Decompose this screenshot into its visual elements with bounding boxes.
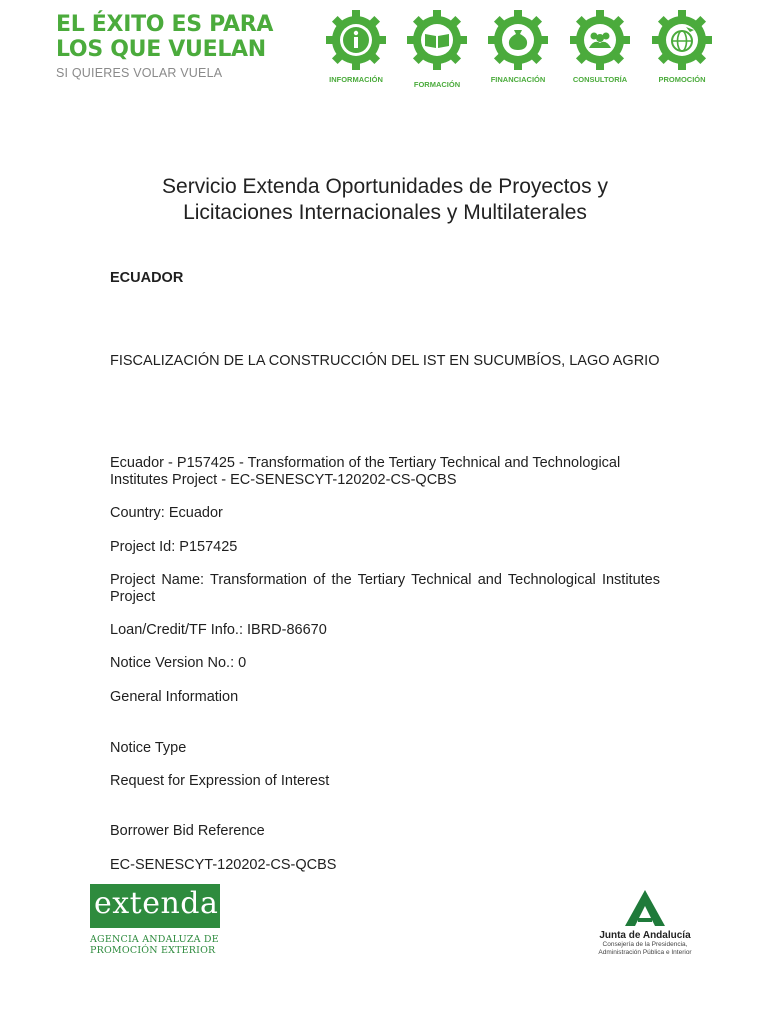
notice-type-label: Notice Type	[110, 740, 187, 756]
book-icon	[405, 8, 469, 72]
extenda-subtitle-1: AGENCIA ANDALUZA DE	[90, 934, 219, 945]
globe-plane-icon	[650, 8, 714, 72]
junta-sub-1: Consejería de la Presidencia,	[602, 941, 688, 948]
people-icon	[568, 8, 632, 72]
junta-emblem-icon	[623, 888, 667, 928]
extenda-subtitle-2: PROMOCIÓN EXTERIOR	[90, 945, 216, 956]
gear-label-promocion: PROMOCIÓN	[658, 75, 706, 84]
gear-informacion	[316, 8, 396, 84]
header-slogan	[56, 12, 273, 80]
project-name-line: Project Name: Transformation of the Tertiary Technical and Technological Institutes Project	[110, 572, 660, 605]
extenda-logo	[90, 884, 225, 956]
money-bag-icon	[486, 8, 550, 72]
gear-promocion	[642, 8, 722, 84]
reference-line: Ecuador - P157425 - Transformation of the Tertiary Technical and Technological Institutes Project - EC-SENESCYT-120202-CS-QCBS	[110, 455, 621, 488]
document-title	[0, 174, 770, 226]
slogan-subtitle: SI QUIERES VOLAR VUELA	[56, 66, 223, 80]
borrower-ref-value: EC-SENESCYT-120202-CS-QCBS	[110, 857, 337, 873]
general-information-line: General Information	[110, 689, 239, 705]
info-icon	[324, 8, 388, 72]
loan-info-line: Loan/Credit/TF Info.: IBRD-86670	[110, 622, 327, 638]
borrower-ref-label: Borrower Bid Reference	[110, 823, 265, 839]
title-line-1: Servicio Extenda Oportunidades de Proyectos y	[162, 175, 608, 198]
country-heading: ECUADOR	[110, 270, 184, 286]
notice-version-line: Notice Version No.: 0	[110, 655, 247, 671]
junta-sub-2: Administración Pública e Interior	[598, 949, 692, 956]
title-line-2: Licitaciones Internacionales y Multilaterales	[183, 201, 587, 224]
extenda-wordmark: extenda	[90, 884, 220, 928]
project-id-line: Project Id: P157425	[110, 539, 238, 555]
gear-label-informacion: INFORMACIÓN	[329, 75, 383, 84]
notice-type-value: Request for Expression of Interest	[110, 773, 330, 789]
gear-label-consultoria: CONSULTORÍA	[572, 75, 628, 84]
project-heading: FISCALIZACIÓN DE LA CONSTRUCCIÓN DEL IST EN SUCUMBÍOS, LAGO AGRIO	[110, 353, 660, 369]
gear-formacion	[397, 8, 477, 89]
gear-label-formacion: FORMACIÓN	[413, 80, 461, 89]
gear-consultoria	[560, 8, 640, 84]
slogan-line-1: EL ÉXITO ES PARA	[56, 12, 274, 37]
service-gears	[316, 8, 716, 90]
gear-label-financiacion: FINANCIACIÓN	[490, 75, 546, 84]
junta-name: Junta de Andalucía	[599, 930, 691, 941]
junta-andalucia-logo	[580, 888, 710, 957]
country-line: Country: Ecuador	[110, 505, 223, 521]
slogan-line-2: LOS QUE VUELAN	[56, 37, 266, 62]
gear-financiacion	[478, 8, 558, 84]
